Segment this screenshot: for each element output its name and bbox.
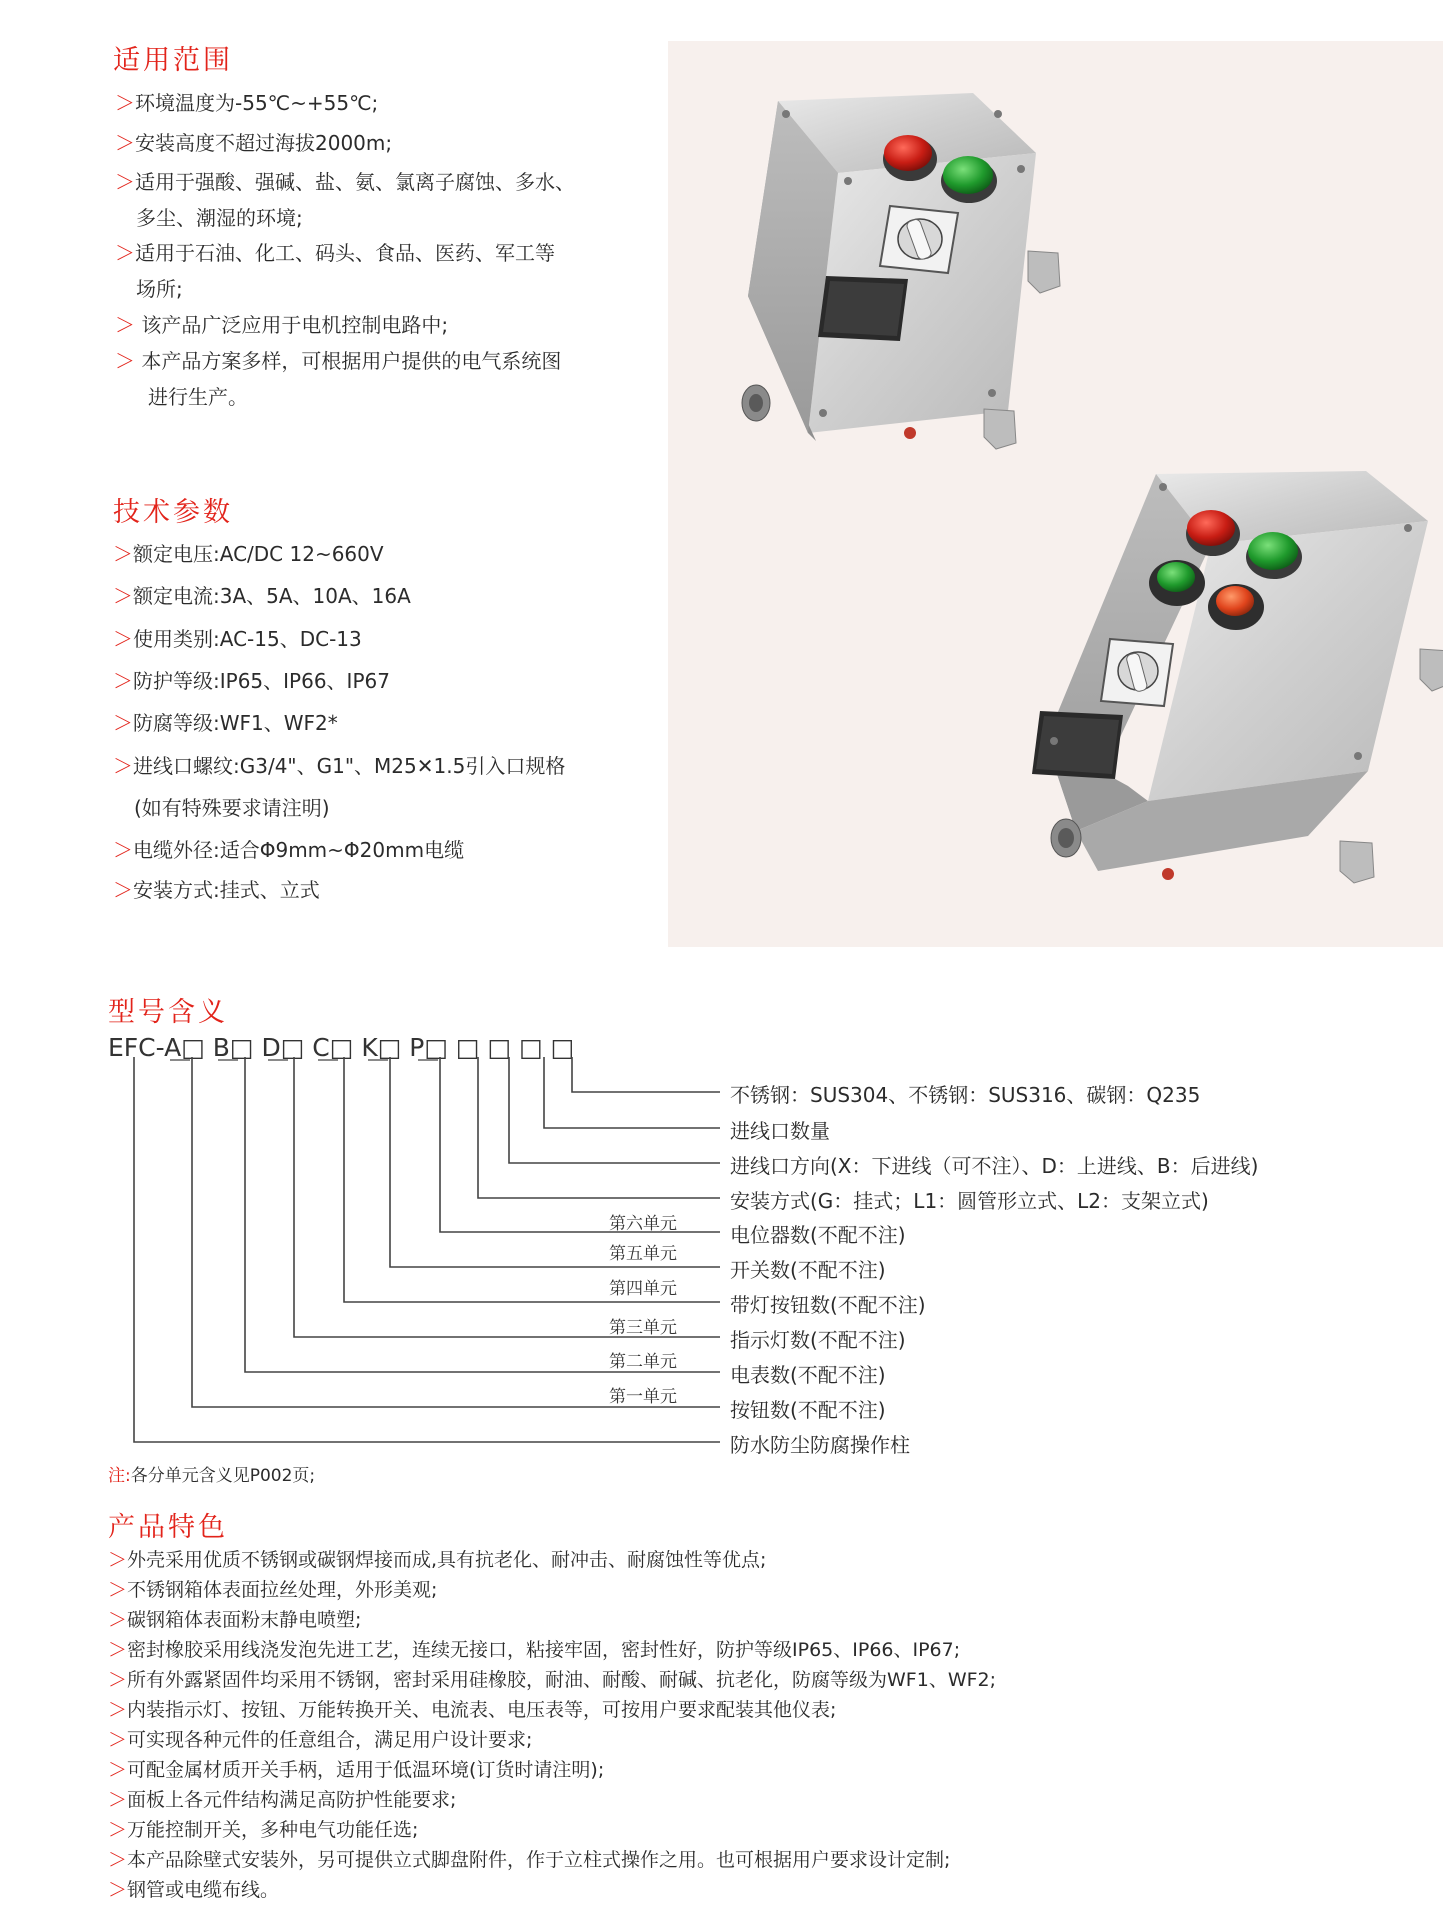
control-box-small xyxy=(742,93,1060,449)
model-desc-switch: 开关数(不配不注) xyxy=(730,1258,886,1282)
unit-label-2: 第二单元 xyxy=(609,1352,677,1372)
feature-item: ＞面板上各元件结构满足高防护性能要求; xyxy=(108,1789,457,1811)
model-heading: 型号含义 xyxy=(108,997,228,1028)
model-desc-product: 防水防尘防腐操作柱 xyxy=(730,1433,910,1457)
model-desc-lamp-button: 带灯按钮数(不配不注) xyxy=(730,1293,926,1317)
features-heading: 产品特色 xyxy=(108,1512,228,1543)
scope-item: ＞安装高度不超过海拔2000m; xyxy=(115,131,393,155)
tech-item-cont: (如有特殊要求请注明) xyxy=(134,796,330,820)
unit-label-3: 第三单元 xyxy=(609,1318,677,1338)
tech-item: ＞额定电压:AC/DC 12~660V xyxy=(113,542,384,566)
product-photo xyxy=(668,41,1443,947)
feature-item: ＞不锈钢箱体表面拉丝处理，外形美观; xyxy=(108,1579,438,1601)
model-note: 注:各分单元含义见P002页; xyxy=(108,1466,316,1486)
model-desc-material: 不锈钢：SUS304、不锈钢：SUS316、碳钢：Q235 xyxy=(730,1083,1201,1107)
feature-item: ＞密封橡胶采用线浇发泡先进工艺，连续无接口，粘接牢固，密封性好，防护等级IP65、IP66、IP67; xyxy=(108,1639,961,1661)
model-desc-inlet-count: 进线口数量 xyxy=(730,1119,830,1143)
tech-item: ＞电缆外径:适合Φ9mm~Φ20mm电缆 xyxy=(113,838,465,862)
unit-label-6: 第六单元 xyxy=(609,1214,677,1234)
model-desc-indicator: 指示灯数(不配不注) xyxy=(730,1328,906,1352)
model-desc-inlet-direction: 进线口方向(X：下进线（可不注）、D：上进线、B：后进线) xyxy=(730,1154,1259,1178)
tech-item: ＞防腐等级:WF1、WF2* xyxy=(113,711,338,735)
model-desc-mounting: 安装方式(G：挂式；L1：圆管形立式、L2：支架立式) xyxy=(730,1189,1209,1213)
tech-item: ＞额定电流:3A、5A、10A、16A xyxy=(113,584,411,608)
scope-item: ＞ 本产品方案多样，可根据用户提供的电气系统图 xyxy=(115,349,562,373)
tech-item: ＞进线口螺纹:G3/4"、G1"、M25✕1.5引入口规格 xyxy=(113,754,566,778)
model-desc-meter: 电表数(不配不注) xyxy=(730,1363,886,1387)
model-code: EFC-A□ B□ D□ C□ K□ P□ □ □ □ □ xyxy=(108,1033,575,1062)
unit-label-5: 第五单元 xyxy=(609,1244,677,1264)
feature-item: ＞碳钢箱体表面粉末静电喷塑; xyxy=(108,1609,362,1631)
feature-item: ＞可配金属材质开关手柄，适用于低温环境(订货时请注明); xyxy=(108,1759,605,1781)
feature-item: ＞所有外露紧固件均采用不锈钢，密封采用硅橡胶，耐油、耐酸、耐碱、抗老化，防腐等级为WF1、WF2; xyxy=(108,1669,997,1691)
tech-heading: 技术参数 xyxy=(113,497,233,528)
feature-item: ＞本产品除壁式安装外，另可提供立式脚盘附件，作于立柱式操作之用。也可根据用户要求设计定制; xyxy=(108,1849,951,1871)
feature-item: ＞内装指示灯、按钮、万能转换开关、电流表、电压表等，可按用户要求配装其他仪表; xyxy=(108,1699,837,1721)
tech-item: ＞使用类别:AC-15、DC-13 xyxy=(113,627,362,651)
model-desc-button: 按钮数(不配不注) xyxy=(730,1398,886,1422)
unit-label-1: 第一单元 xyxy=(609,1387,677,1407)
feature-item: ＞万能控制开关，多种电气功能任选; xyxy=(108,1819,419,1841)
scope-item-cont: 场所; xyxy=(136,277,183,301)
product-photo-panel xyxy=(668,41,1443,947)
tech-item: ＞防护等级:IP65、IP66、IP67 xyxy=(113,669,390,693)
unit-label-4: 第四单元 xyxy=(609,1279,677,1299)
scope-heading: 适用范围 xyxy=(113,45,233,76)
scope-item-cont: 多尘、潮湿的环境; xyxy=(136,206,303,230)
feature-item: ＞可实现各种元件的任意组合，满足用户设计要求; xyxy=(108,1729,533,1751)
scope-item: ＞ 该产品广泛应用于电机控制电路中; xyxy=(115,313,449,337)
model-desc-potentiometer: 电位器数(不配不注) xyxy=(730,1223,906,1247)
control-box-large xyxy=(1032,471,1443,883)
scope-item: ＞环境温度为-55℃~+55℃; xyxy=(115,91,379,115)
feature-item: ＞外壳采用优质不锈钢或碳钢焊接而成,具有抗老化、耐冲击、耐腐蚀性等优点; xyxy=(108,1549,767,1571)
scope-item: ＞适用于石油、化工、码头、食品、医药、军工等 xyxy=(115,241,555,265)
scope-item-cont: 进行生产。 xyxy=(148,385,248,409)
scope-item: ＞适用于强酸、强碱、盐、氨、氯离子腐蚀、多水、 xyxy=(115,170,575,194)
tech-item: ＞安装方式:挂式、立式 xyxy=(113,878,320,902)
feature-item: ＞钢管或电缆布线。 xyxy=(108,1879,280,1901)
